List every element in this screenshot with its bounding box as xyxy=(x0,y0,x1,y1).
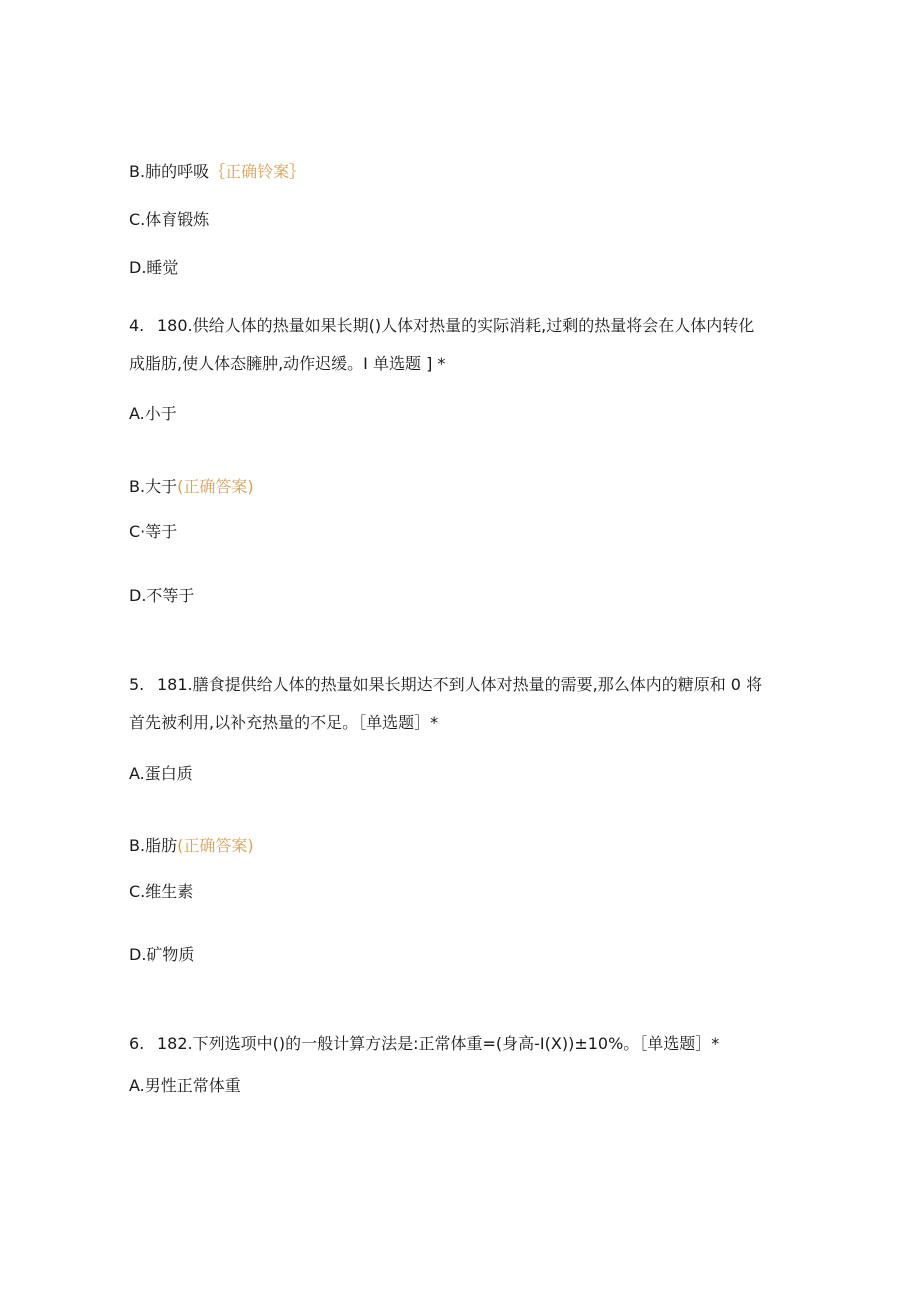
option-text: B.脂肪 xyxy=(129,836,178,855)
q5-option-c xyxy=(129,881,193,903)
option-text: C.体育锻炼 xyxy=(129,210,210,229)
q5-text-line2: 首先被利用,以补充热量的不足。［单选题］* xyxy=(129,713,439,732)
q6-option-a xyxy=(129,1075,241,1097)
correct-answer-tag: ｛正确铃案｝ xyxy=(209,162,306,181)
option-text: A.小于 xyxy=(129,404,177,423)
correct-answer-tag: (正确答案) xyxy=(177,477,254,496)
option-text: C·等于 xyxy=(129,522,178,541)
q5-option-b xyxy=(129,835,254,857)
correct-answer-tag: (正确答案) xyxy=(177,836,254,855)
option-text: B.肺的呼吸 xyxy=(129,162,210,181)
q5-number: 5. xyxy=(129,675,145,694)
q5-text-line1: 181.膳食提供给人体的热量如果长期达不到人体对热量的需要,那么体内的糖原和 0 将 xyxy=(157,675,763,694)
option-text: C.维生素 xyxy=(129,882,194,901)
q4-option-b xyxy=(129,476,254,498)
option-text: A.男性正常体重 xyxy=(129,1076,241,1095)
q4-text-line2: 成脂肪,使人体态臃肿,动作迟缓。I 单选题 ] * xyxy=(129,354,446,373)
q4-text-line1: 180.供给人体的热量如果长期()人体对热量的实际消耗,过剩的热量将会在人体内转化 xyxy=(157,316,755,335)
q5-option-d xyxy=(129,944,194,966)
q6-text-line1: 182.下列选项中()的一般计算方法是:正常体重=(身高-I(X))±10%。［单选题］* xyxy=(157,1034,720,1053)
q3-option-b xyxy=(129,161,305,183)
q4-number: 4. xyxy=(129,316,145,335)
option-text: D.不等于 xyxy=(129,586,195,605)
option-text: D.矿物质 xyxy=(129,945,195,964)
q4-option-c xyxy=(129,521,177,543)
option-text: A.蛋白质 xyxy=(129,764,193,783)
q3-option-c xyxy=(129,209,209,231)
q4-option-a xyxy=(129,403,177,425)
q5-option-a xyxy=(129,763,193,785)
option-text: D.睡觉 xyxy=(129,258,179,277)
option-text: B.大于 xyxy=(129,477,178,496)
q4-option-d xyxy=(129,585,194,607)
q3-option-d xyxy=(129,257,178,279)
q6-number: 6. xyxy=(129,1034,145,1053)
